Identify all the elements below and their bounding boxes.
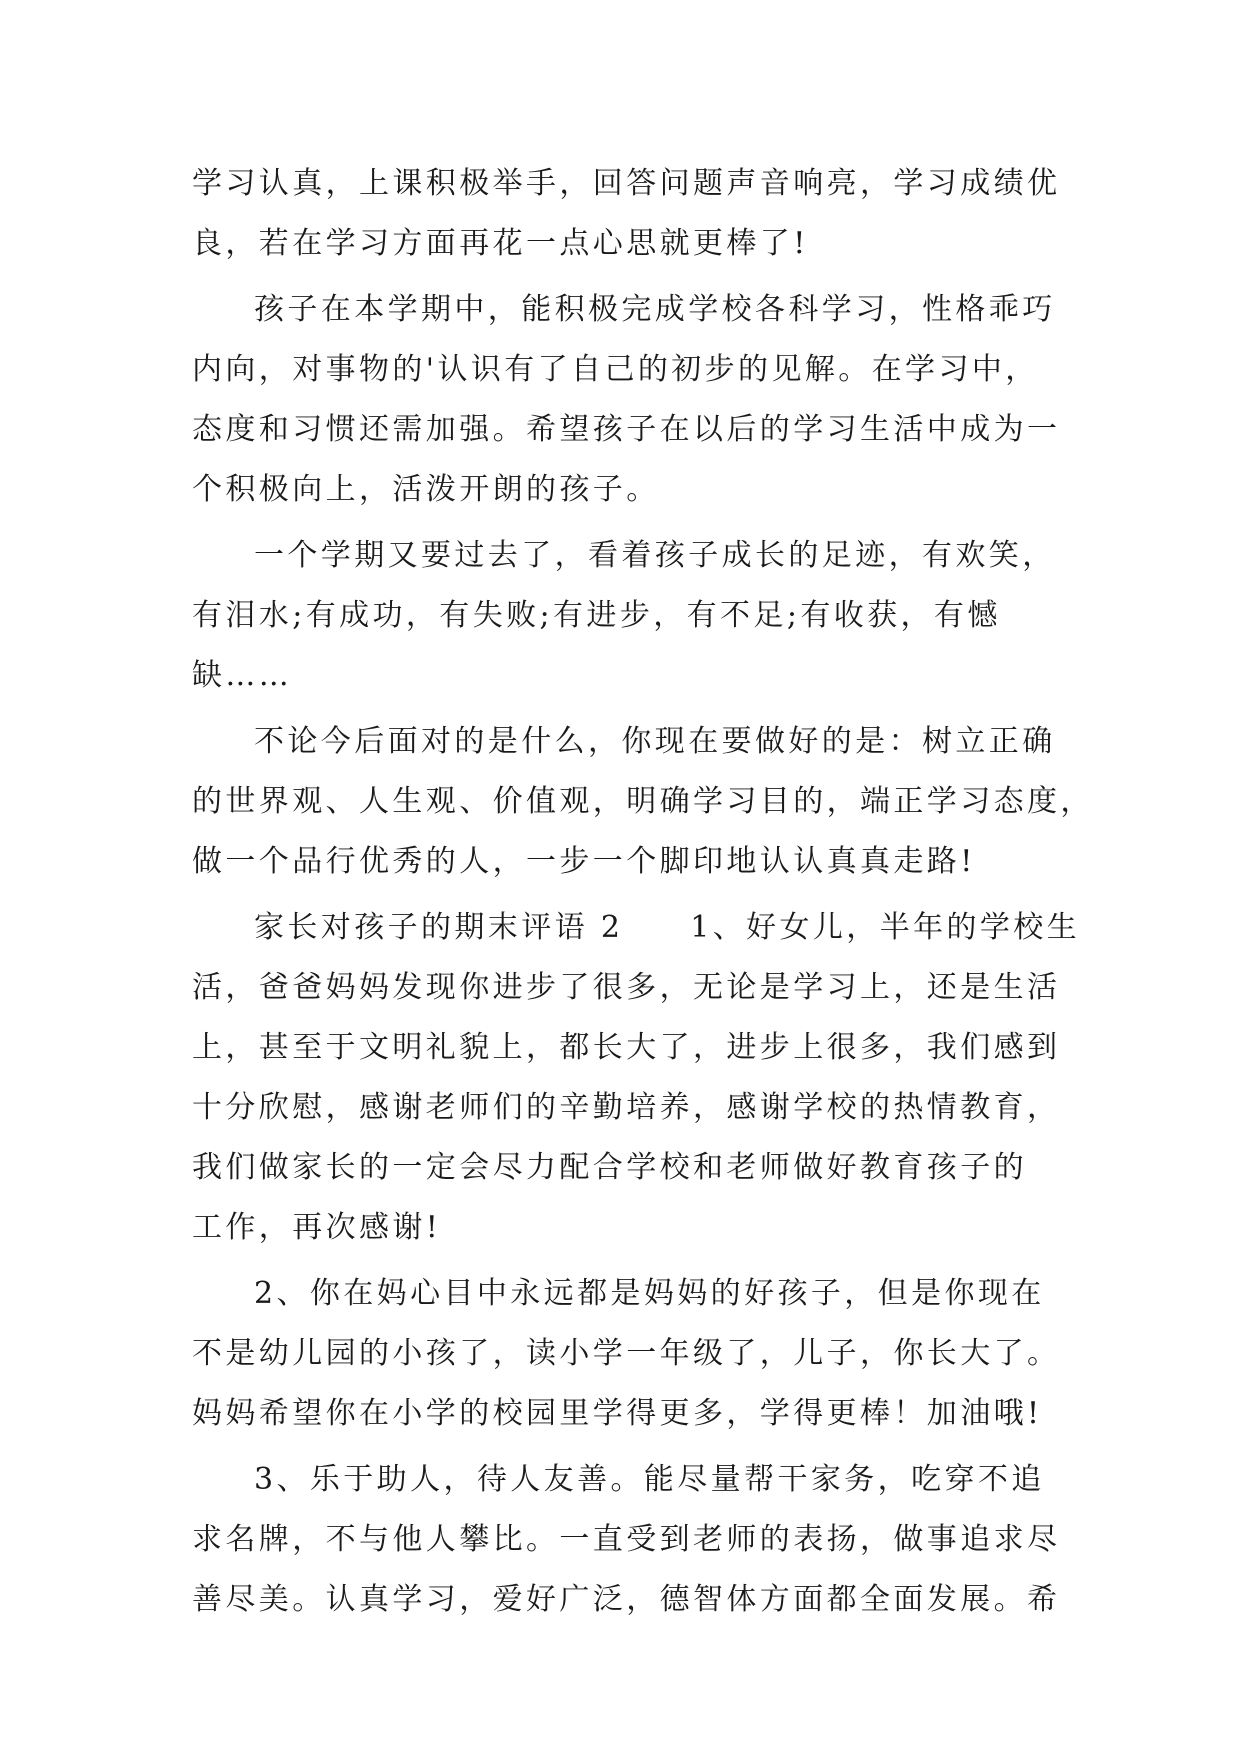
text-line: 活，爸爸妈妈发现你进步了很多，无论是学习上，还是生活 — [192, 970, 1061, 1005]
text-line: 不是幼儿园的小孩了，读小学一年级了，儿子，你长大了。 — [192, 1336, 1061, 1371]
text-line: 有泪水;有成功，有失败;有进步，有不足;有收获，有憾 — [192, 598, 1001, 633]
text-line: 的世界观、人生观、价值观，明确学习目的，端正学习态度， — [192, 784, 1094, 819]
text-line: 十分欣慰，感谢老师们的辛勤培养，感谢学校的热情教育， — [192, 1090, 1061, 1125]
text-line: 上，甚至于文明礼貌上，都长大了，进步上很多，我们感到 — [192, 1030, 1061, 1065]
paragraph-start-line: 孩子在本学期中，能积极完成学校各科学习，性格乖巧 — [254, 292, 1056, 327]
text-line: 缺…… — [192, 658, 293, 693]
text-line: 善尽美。认真学习，爱好广泛，德智体方面都全面发展。希 — [192, 1582, 1061, 1617]
text-line: 我们做家长的一定会尽力配合学校和老师做好教育孩子的 — [192, 1150, 1027, 1185]
paragraph-start-line: 2、你在妈心目中永远都是妈妈的好孩子，但是你现在 — [254, 1276, 1045, 1311]
paragraph-start-line: 3、乐于助人，待人友善。能尽量帮干家务，吃穿不追 — [254, 1462, 1045, 1497]
text-line: 妈妈希望你在小学的校园里学得更多，学得更棒！加油哦! — [192, 1396, 1043, 1431]
document-body — [192, 154, 1094, 1630]
text-line: 个积极向上，活泼开朗的孩子。 — [192, 472, 660, 507]
text-line: 工作，再次感谢! — [192, 1210, 442, 1245]
text-line: 求名牌，不与他人攀比。一直受到老师的表扬，做事追求尽 — [192, 1522, 1061, 1557]
text-line: 良，若在学习方面再花一点心思就更棒了! — [192, 226, 809, 261]
paragraph-start-line: 一个学期又要过去了，看着孩子成长的足迹，有欢笑， — [254, 538, 1056, 573]
paragraph-start-line: 不论今后面对的是什么，你现在要做好的是：树立正确 — [254, 724, 1056, 759]
text-line: 态度和习惯还需加强。希望孩子在以后的学习生活中成为一 — [192, 412, 1061, 447]
section-heading-line: 家长对孩子的期末评语 2 1、好女儿，半年的学校生 — [254, 910, 1081, 945]
text-line: 学习认真，上课积极举手，回答问题声音响亮，学习成绩优 — [192, 166, 1061, 201]
text-line: 做一个品行优秀的人，一步一个脚印地认认真真走路! — [192, 844, 976, 879]
text-line: 内向，对事物的'认识有了自己的初步的见解。在学习中， — [192, 352, 1039, 387]
